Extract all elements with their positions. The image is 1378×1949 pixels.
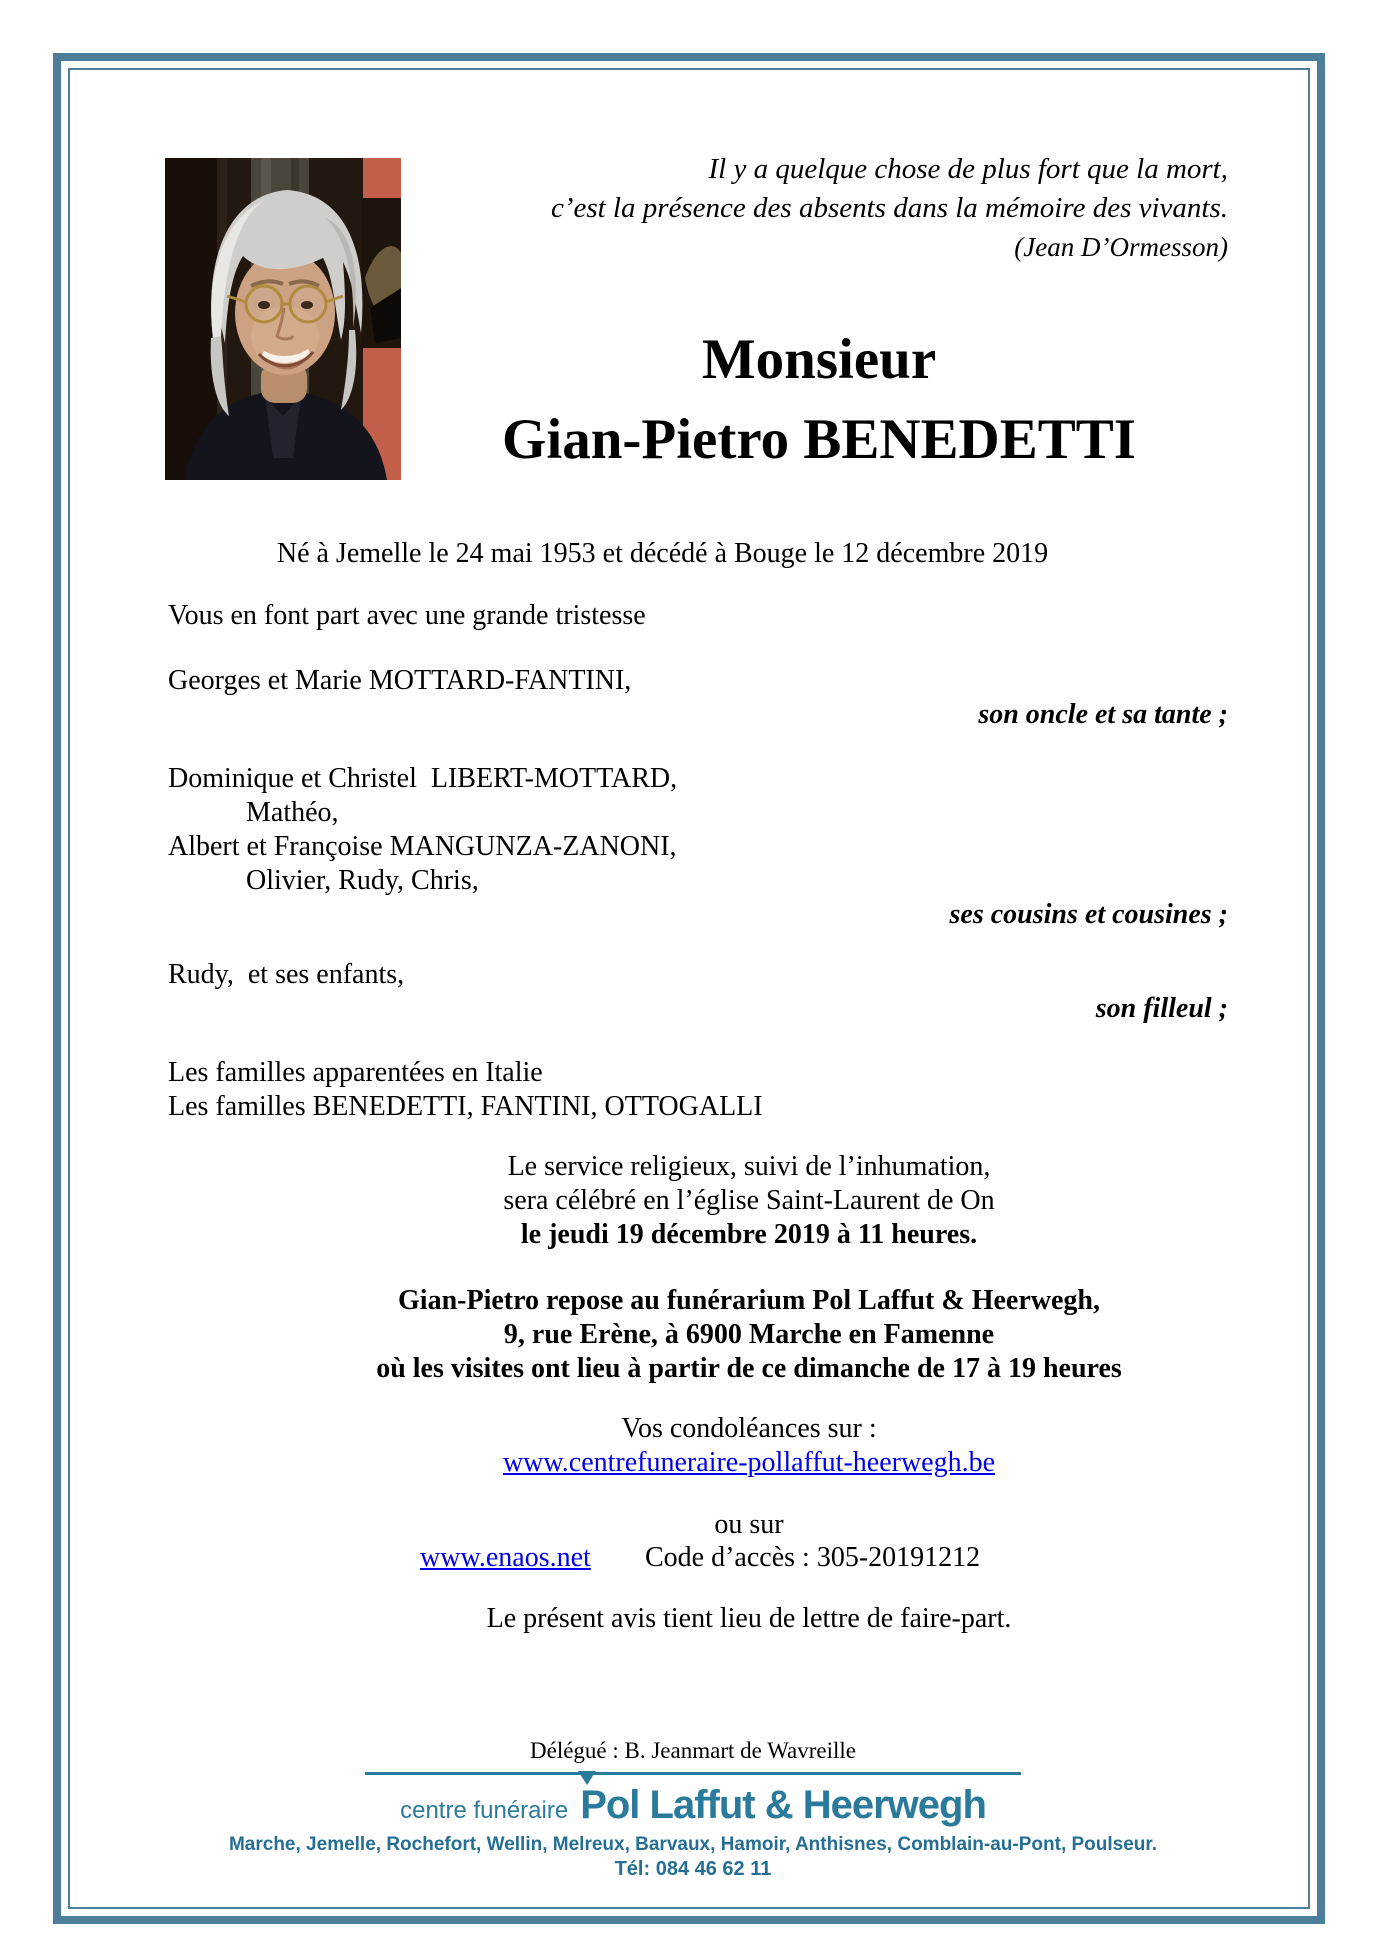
- service-line-1: Le service religieux, suivi de l’inhumation,: [507, 1151, 991, 1182]
- service-line-2: sera célébré en l’église Saint-Laurent de On: [503, 1185, 995, 1216]
- brand-subtitle: centre funéraire: [400, 1797, 569, 1824]
- family-line: Mathéo,: [246, 797, 339, 828]
- condolences-label: Vos condoléances sur :: [621, 1413, 877, 1444]
- family-line: Les familles apparentées en Italie: [168, 1057, 543, 1088]
- relation-label: ses cousins et cousines ;: [949, 899, 1228, 930]
- funerarium-line-1: Gian-Pietro repose au funérarium Pol Laffut & Heerwegh,: [398, 1285, 1100, 1316]
- deceased-name: Gian-Pietro BENEDETTI: [502, 408, 1136, 471]
- family-line: Les familles BENEDETTI, FANTINI, OTTOGALLI: [168, 1091, 763, 1122]
- branch-locations: Marche, Jemelle, Rochefort, Wellin, Melreux, Barvaux, Hamoir, Anthisnes, Comblain-au-Pont, Poulseur.: [228, 1834, 1158, 1855]
- quote-attribution: (Jean D’Ormesson): [1014, 232, 1228, 262]
- deceased-honorific: Monsieur: [701, 328, 937, 391]
- quote-line-2: c’est la présence des absents dans la mémoire des vivants.: [550, 192, 1228, 224]
- portrait-photo: [165, 158, 401, 480]
- deceased-title: [400, 320, 1238, 480]
- enaos-row: [270, 1541, 1228, 1577]
- brand-triangle-icon: [578, 1771, 596, 1785]
- visiting-hours: où les visites ont lieu à partir de ce dimanche de 17 à 19 heures: [376, 1353, 1122, 1384]
- phone-number: Tél: 084 46 62 11: [614, 1858, 772, 1880]
- family-list: [168, 664, 1228, 1124]
- announcement-intro: Vous en font part avec une grande tristesse: [168, 600, 646, 631]
- condolences-block: [270, 1412, 1228, 1480]
- quote-line-1: Il y a quelque chose de plus fort que la mort,: [708, 153, 1228, 185]
- delegate-name: Délégué : B. Jeanmart de Wavreille: [530, 1738, 856, 1763]
- service-details: [270, 1150, 1228, 1252]
- family-line: Georges et Marie MOTTARD-FANTINI,: [168, 665, 632, 696]
- life-dates: Né à Jemelle le 24 mai 1953 et décédé à Bouge le 12 décembre 2019: [276, 538, 1049, 569]
- family-line: Rudy, et ses enfants,: [168, 959, 405, 990]
- enaos-website-link[interactable]: www.enaos.net: [420, 1542, 591, 1573]
- funeral-home-footer: [170, 1738, 1216, 1881]
- funerarium-details: [270, 1284, 1228, 1386]
- family-line: Albert et Françoise MANGUNZA-ZANONI,: [168, 831, 677, 862]
- family-line: Dominique et Christel LIBERT-MOTTARD,: [168, 763, 678, 794]
- access-code: Code d’accès : 305-20191212: [645, 1542, 981, 1573]
- faire-part-notice: Le présent avis tient lieu de lettre de faire-part.: [486, 1603, 1012, 1634]
- service-date: le jeudi 19 décembre 2019 à 11 heures.: [520, 1219, 978, 1250]
- or-label: ou sur: [714, 1509, 784, 1540]
- funeral-home-website-link[interactable]: www.centrefuneraire-pollaffut-heerwegh.be: [502, 1447, 996, 1478]
- relation-label: son filleul ;: [1095, 993, 1228, 1024]
- footer-divider: [365, 1772, 1021, 1775]
- relation-label: son oncle et sa tante ;: [978, 699, 1228, 730]
- funeral-home-logo: [170, 1783, 1216, 1828]
- memorial-quote: [468, 150, 1228, 267]
- brand-name: Pol Laffut & Heerwegh: [580, 1783, 986, 1827]
- funerarium-address: 9, rue Erène, à 6900 Marche en Famenne: [503, 1319, 995, 1350]
- family-line: Olivier, Rudy, Chris,: [246, 865, 479, 896]
